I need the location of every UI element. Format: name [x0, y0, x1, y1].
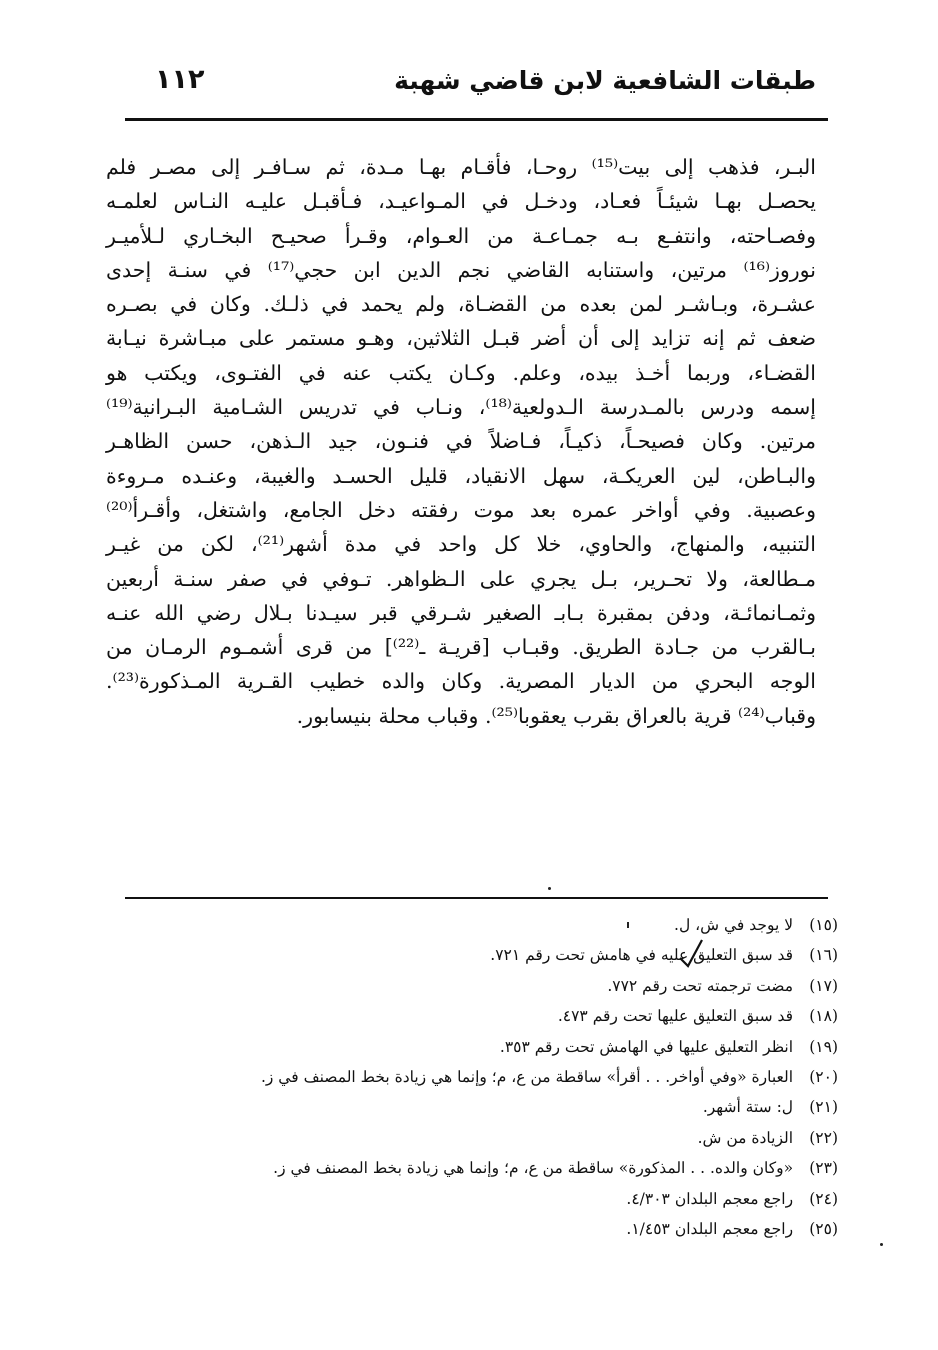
footnote-number: (٢١): [809, 1098, 838, 1117]
footnote-text: قد سبق التعليق عليها تحت رقم ٤٧٣.: [557, 1007, 794, 1026]
footnote-number: (٢٠): [809, 1067, 838, 1086]
footnote: [118, 1001, 838, 1031]
footnote-text: لا يوجد في ش، ل.: [674, 916, 794, 934]
footnote: [118, 910, 838, 940]
footnote-text: راجع معجم البلدان ١/٤٥٣.: [626, 1219, 794, 1238]
footnotes: [118, 910, 838, 1244]
footnote-text: قد سبق التعليق عليه في هامش تحت رقم ٧٢١.: [490, 946, 794, 965]
footnote-number: (١٧): [809, 976, 838, 995]
body-line: وفصـاحته، وانتفـع بـه جمـاعـة من العـوام، وقـرأ صحيـح البخـاري لـلأميـر: [106, 223, 816, 248]
body-text: [106, 150, 816, 733]
footnote: [118, 1062, 838, 1092]
body-line: نوروز⁽¹⁶⁾ مرتين، واستنابه القاضي نجم الدين ابن حجي⁽¹⁷⁾ في سنـة إحدى: [106, 257, 816, 282]
stray-mark: [627, 922, 629, 928]
body-line: التنبيه، والمنهاج، والحاوي، خلا كل واحد في مدة أشهر⁽²¹⁾، لكن من غيـر: [106, 532, 816, 557]
page-number: ١١٢: [155, 64, 205, 95]
body-line: يحصـل بهـا شيئـاً فعـاد، ودخـل في المـواعيـد، فـأقبـل عليـه النـاس لعلمـه: [106, 189, 816, 214]
pen-tick-mark: [676, 936, 706, 976]
footnote-number: (١٨): [809, 1007, 838, 1026]
body-line: وثمـانمائـة، ودفن بمقبرة بـابـ الصغير شـرقي قبر سيـدنا بـلال رضي الله عنـه: [106, 600, 816, 625]
footnote-text: الزيادة من ش.: [697, 1128, 794, 1147]
footnote-text: انظر التعليق عليها في الهامش تحت رقم ٣٥٣.: [499, 1037, 794, 1056]
body-line: وعصبية. وفي أواخر عمره بعد موت رفقته دخل الجامع، واشتغل، وأقـرأ⁽²⁰⁾: [106, 497, 816, 522]
footnote: [118, 1092, 838, 1122]
body-line: عشـرة، وبـاشـر لمن بعده من القضـاة، ولم يحمد في ذلـك. وكان في بصـره: [106, 292, 816, 317]
body-line: مـطالعة، ولا تحـرير، بـل يجري على الـظواهر. تـوفي في صفر سنـة أربعين: [106, 566, 816, 591]
footnote: [118, 1032, 838, 1062]
footnote-number: (١٥): [809, 916, 838, 934]
body-line: إسمه ودرس بالمـدرسة الـدولعية⁽¹⁸⁾، ونـاب في تدريس الشـامية البـرانية⁽¹⁹⁾: [106, 395, 816, 420]
body-line: والبـاطن، لين العريكـة، سهل الانقياد، قليل الحسـد والغيبة، وعنـده مـروءة: [106, 463, 816, 488]
footnote-number: (٢٢): [809, 1128, 838, 1147]
footnote-number: (٢٤): [809, 1189, 838, 1208]
stray-mark: [548, 887, 551, 890]
footnote: [118, 1214, 838, 1244]
footnote-number: (١٦): [809, 946, 838, 965]
footnote-number: (٢٣): [809, 1159, 838, 1178]
body-line: الوجه البحري من الديار المصرية. وكان والده خطيب القـرية المـذكورة⁽²³⁾.: [106, 669, 816, 694]
body-line: بـالقرب من جـادة الطريق. وقبـاب [قريـة ـ⁽²²⁾] من قرى أشمـوم الرمـان من: [106, 635, 816, 660]
footnote-number: (٢٥): [809, 1219, 838, 1238]
footnote: [118, 1153, 838, 1183]
footnote-text: راجع معجم البلدان ٤/٣٠٣.: [626, 1189, 794, 1208]
footnote: [118, 1184, 838, 1214]
running-title: طبقات الشافعية لابن قاضي شهبة: [394, 66, 816, 95]
body-line: القضـاء، وربما أخـذ بيده، وعلم. وكـان يكتب عنه في الفتـوى، ويكتب هو: [106, 360, 816, 385]
footnote: [118, 1123, 838, 1153]
stray-mark: [880, 1243, 883, 1246]
body-line: مرتين. وكان فصيحـاً، ذكيـاً، فـاضلاً في فنـون، جيد الـذهن، حسن الظاهـر: [106, 429, 816, 454]
footnote: [118, 971, 838, 1001]
header-rule: [125, 118, 828, 121]
footnote-text: ل: ستة أشهر.: [702, 1098, 794, 1117]
body-line: ضعف ثم إنه تزايد إلى أن أضر قبـل الثلاثين، وهـو مستمر على مبـاشرة نيـابة: [106, 326, 816, 351]
body-line: وقباب⁽²⁴⁾ قرية بالعراق بقرب يعقوبا⁽²⁵⁾. وقباب محلة بنيسابور.: [296, 703, 816, 728]
footnote: [118, 940, 838, 970]
footnote-number: (١٩): [809, 1037, 838, 1056]
footnote-rule: [125, 897, 828, 899]
footnote-text: مضت ترجمته تحت رقم ٧٧٢.: [607, 976, 794, 995]
footnote-text: العبارة «وفي أواخر. . . أقرأ» ساقطة من ع، م؛ وإنما هي زيادة بخط المصنف في ز.: [260, 1067, 794, 1086]
footnote-text: «وكان والده. . . المذكورة» ساقطة من ع، م؛ وإنما هي زيادة بخط المصنف في ز.: [273, 1159, 794, 1178]
body-line: البـر، فذهب إلى بيت⁽¹⁵⁾ روحـا، فأقـام بهـا مـدة، ثم سـافـر إلى مصـر فلم: [106, 155, 816, 179]
